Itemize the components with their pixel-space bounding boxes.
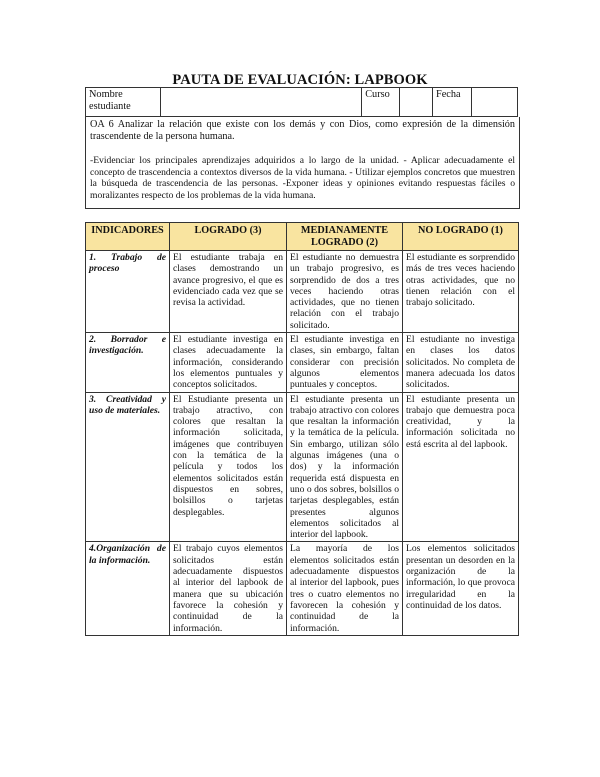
medianamente-cell: El estudiante no demuestra un trabajo progresivo, es sorprendido de dos a tres veces haciendo otras actividades, que no tienen relación con el trabajo solicitado. — [287, 251, 403, 333]
logrado-cell: El Estudiante presenta un trabajo atractivo, con colores que resaltan la información solicitada, imágenes que contribuyen con la temática de la película y todos los elementos solicitados están dispuestos en sobres, bolsillos o tarjetas desplegables. — [170, 392, 287, 542]
table-row — [86, 542, 519, 635]
no-logrado-cell: El estudiante presenta un trabajo que demuestra poca creatividad, y la información solicitada no está escrita al del lapbook. — [403, 392, 519, 542]
header-indicadores: INDICADORES — [86, 223, 170, 251]
indicator-cell: 2. Borrador e investigación. — [86, 333, 170, 392]
student-info-table — [85, 87, 518, 117]
date-label: Fecha — [432, 88, 471, 117]
rubric-table — [85, 222, 519, 636]
logrado-cell: El estudiante investiga en clases adecuadamente la información, considerando los elementos puntuales y conceptos solicitados. — [170, 333, 287, 392]
header-no-logrado: NO LOGRADO (1) — [403, 223, 519, 251]
header-logrado: LOGRADO (3) — [170, 223, 287, 251]
indicator-cell: 4.Organización de la información. — [86, 542, 170, 635]
header-medianamente-logrado: MEDIANAMENTE LOGRADO (2) — [287, 223, 403, 251]
no-logrado-cell: Los elementos solicitados presentan un desorden en la organización de la información, lo que provoca irregularidad en la continuidad de los datos. — [403, 542, 519, 635]
table-row — [86, 333, 519, 392]
no-logrado-cell: El estudiante es sorprendido más de tres veces haciendo otras actividades, que no tienen relación con el trabajo solicitado. — [403, 251, 519, 333]
logrado-cell: El trabajo cuyos elementos solicitados están adecuadamente dispuestos al interior del lapbook de manera que su ubicación favorece la cohesión y continuidad de la información. — [170, 542, 287, 635]
table-row — [86, 392, 519, 542]
page-title: PAUTA DE EVALUACIÓN: LAPBOOK — [172, 72, 428, 88]
medianamente-cell: El estudiante investiga en clases, sin embargo, faltan considerar con precisión algunos elementos puntuales y conceptos. — [287, 333, 403, 392]
indicator-cell: 3. Creatividad y uso de materiales. — [86, 392, 170, 542]
name-field[interactable] — [160, 88, 361, 117]
table-row — [86, 251, 519, 333]
skills-list: -Evidenciar los principales aprendizajes adquiridos a lo largo de la unidad. - Aplicar adecuadamente el concepto de trascendencia a contextos diversos de la vida humana. - Utilizar ejemplos concretos que muestren la búsqueda de trascendencia de las personas. -Exponer ideas y opiniones evitando respuestas fáciles o moralizantes respecto de los problemas de la vida humana. — [90, 155, 515, 201]
course-label: Curso — [362, 88, 399, 117]
name-label: Nombre estudiante — [86, 88, 161, 117]
course-field[interactable] — [399, 88, 432, 117]
logrado-cell: El estudiante trabaja en clases demostrando un avance progresivo, el que es evidenciado cada vez que se revisa la actividad. — [170, 251, 287, 333]
rubric-header-row — [86, 223, 519, 251]
no-logrado-cell: El estudiante no investiga en clases los datos solicitados. No completa de manera adecuada los datos solicitados. — [403, 333, 519, 392]
indicator-cell: 1. Trabajo de proceso — [86, 251, 170, 333]
objective-box — [85, 117, 520, 209]
medianamente-cell: La mayoría de los elementos solicitados están adecuadamente dispuestos al interior del lapbook, pues tres o cuatro elementos no favorecen la cohesión y continuidad de la información. — [287, 542, 403, 635]
date-field[interactable] — [472, 88, 518, 117]
learning-objective: OA 6 Analizar la relación que existe con los demás y con Dios, como expresión de la dimensión trascendente de la persona humana. — [90, 119, 515, 143]
medianamente-cell: El estudiante presenta un trabajo atractivo con colores que resaltan la información y la temática de la película. Sin embargo, utilizan sólo algunas imágenes (una o dos) y la información requerida está dispuesta en uno o dos sobres, bolsillos o tarjetas desplegables, están presentes algunos elementos solicitados al interior del lapbook. — [287, 392, 403, 542]
